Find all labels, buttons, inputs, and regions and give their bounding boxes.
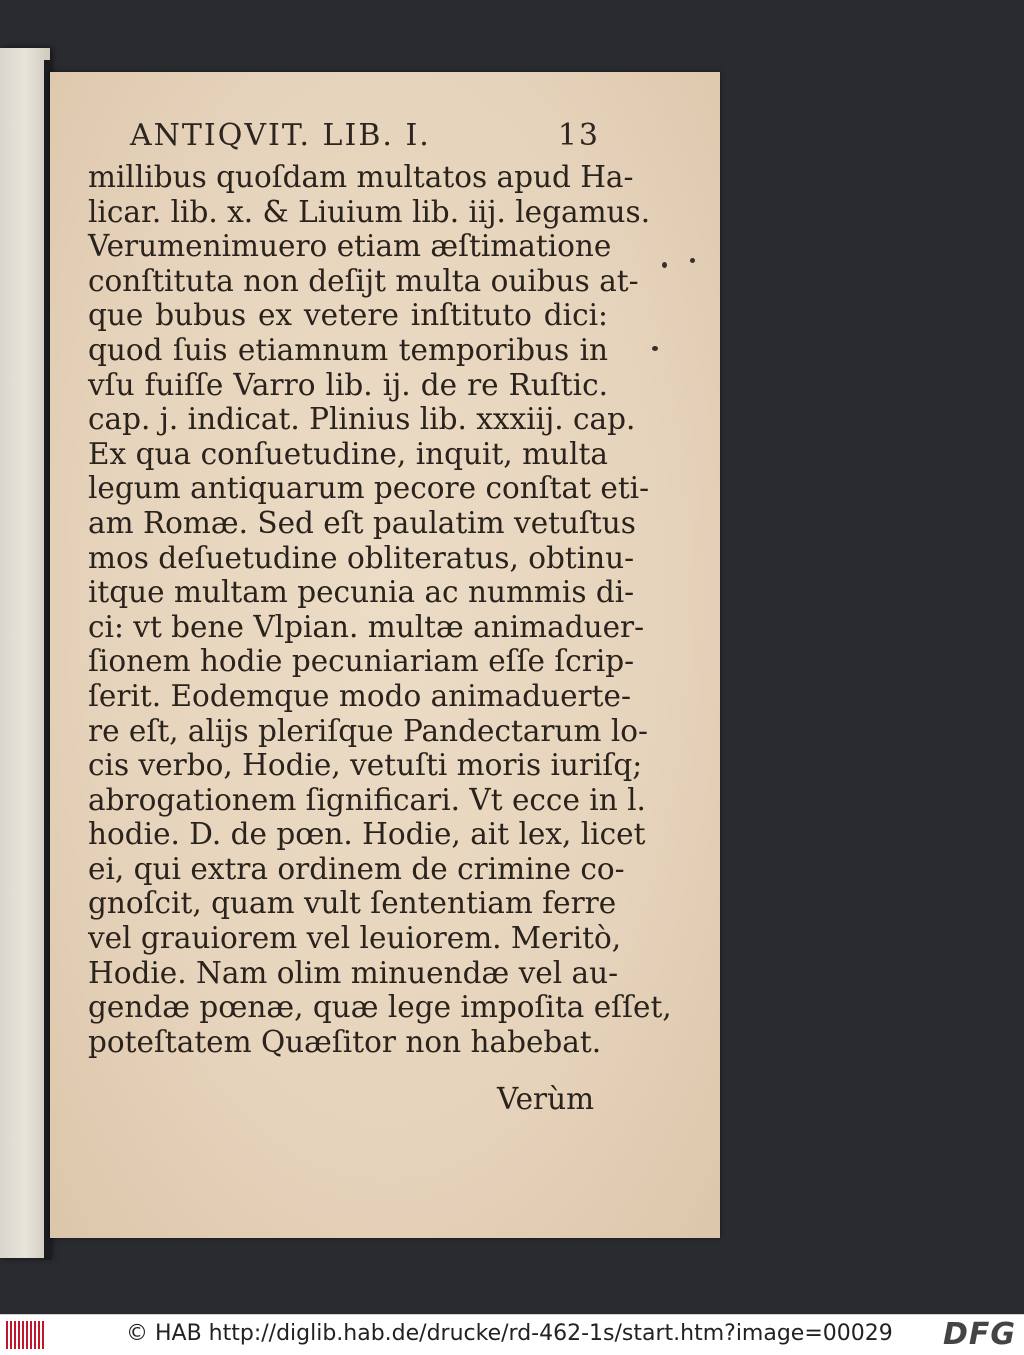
text-line: vel grauiorem vel leuiorem. Meritò,	[88, 921, 622, 956]
text-line: ci: vt bene Vlpian. multæ animaduer-	[88, 609, 645, 644]
text-line: ei, qui extra ordinem de crimine co-	[88, 851, 625, 886]
text-line: conſtituta non deſijt multa ouibus at-	[88, 263, 639, 298]
text-line: Ex qua conſuetudine, inquit, multa	[88, 436, 608, 471]
barcode-icon	[6, 1321, 46, 1349]
text-line: millibus quoſdam multatos apud Ha-	[88, 160, 634, 194]
running-head	[130, 118, 600, 158]
text-line: que bubus ex vetere inſtituto dici:	[88, 298, 608, 333]
catchword: Verùm	[497, 1082, 595, 1116]
text-line: quod ſuis etiamnum temporibus in	[88, 332, 608, 367]
text-line: Hodie. Nam olim minuendæ vel au-	[88, 955, 619, 990]
dfg-logo: DFG	[942, 1317, 1016, 1352]
text-line: vſu fuiſſe Varro lib. ij. de re Ruſtic.	[88, 367, 608, 402]
text-line: hodie. D. de pœn. Hodie, ait lex, licet	[88, 817, 646, 852]
ink-spot	[652, 346, 658, 351]
viewer-footer	[0, 1314, 1024, 1355]
text-line: am Romæ. Sed eſt paulatim vetuſtus	[88, 505, 636, 540]
text-line: legum antiquarum pecore conſtat eti-	[88, 471, 650, 506]
ink-spot	[690, 258, 695, 263]
text-line: ſerit. Eodemque modo animaduerte-	[88, 678, 631, 713]
running-head-title: ANTIQVIT. LIB. I.	[130, 118, 431, 153]
text-line: gendæ pœnæ, quæ lege impoſita eſſet,	[88, 990, 672, 1025]
text-line: cis verbo, Hodie, vetuſti moris iuriſq;	[88, 748, 643, 783]
text-line: ſionem hodie pecuniariam eſſe ſcrip-	[88, 644, 635, 679]
text-line: cap. j. indicat. Plinius lib. xxxiij. cap.	[88, 402, 636, 437]
text-line: poteſtatem Quæſitor non habebat.	[88, 1024, 602, 1059]
ink-spot	[662, 262, 667, 268]
copyright-link[interactable]: © HAB http://diglib.hab.de/drucke/rd-462-1s/start.htm?image=00029	[126, 1321, 893, 1346]
text-line: re eſt, alijs pleriſque Pandectarum lo-	[88, 713, 649, 748]
text-line: Verumenimuero etiam æſtimatione	[88, 229, 612, 264]
previous-leaf-edge	[0, 48, 50, 1258]
text-line: gnoſcit, quam vult ſententiam ferre	[88, 886, 617, 921]
text-line: itque multam pecunia ac nummis di-	[88, 575, 635, 610]
text-line: mos deſuetudine obliteratus, obtinu-	[88, 540, 635, 575]
body-text	[88, 160, 672, 1059]
page-number: 13	[557, 118, 600, 153]
text-line: abrogationem ſignificari. Vt ecce in l.	[88, 782, 646, 817]
text-line: licar. lib. x. & Liuium lib. iij. legamus.	[88, 194, 651, 229]
